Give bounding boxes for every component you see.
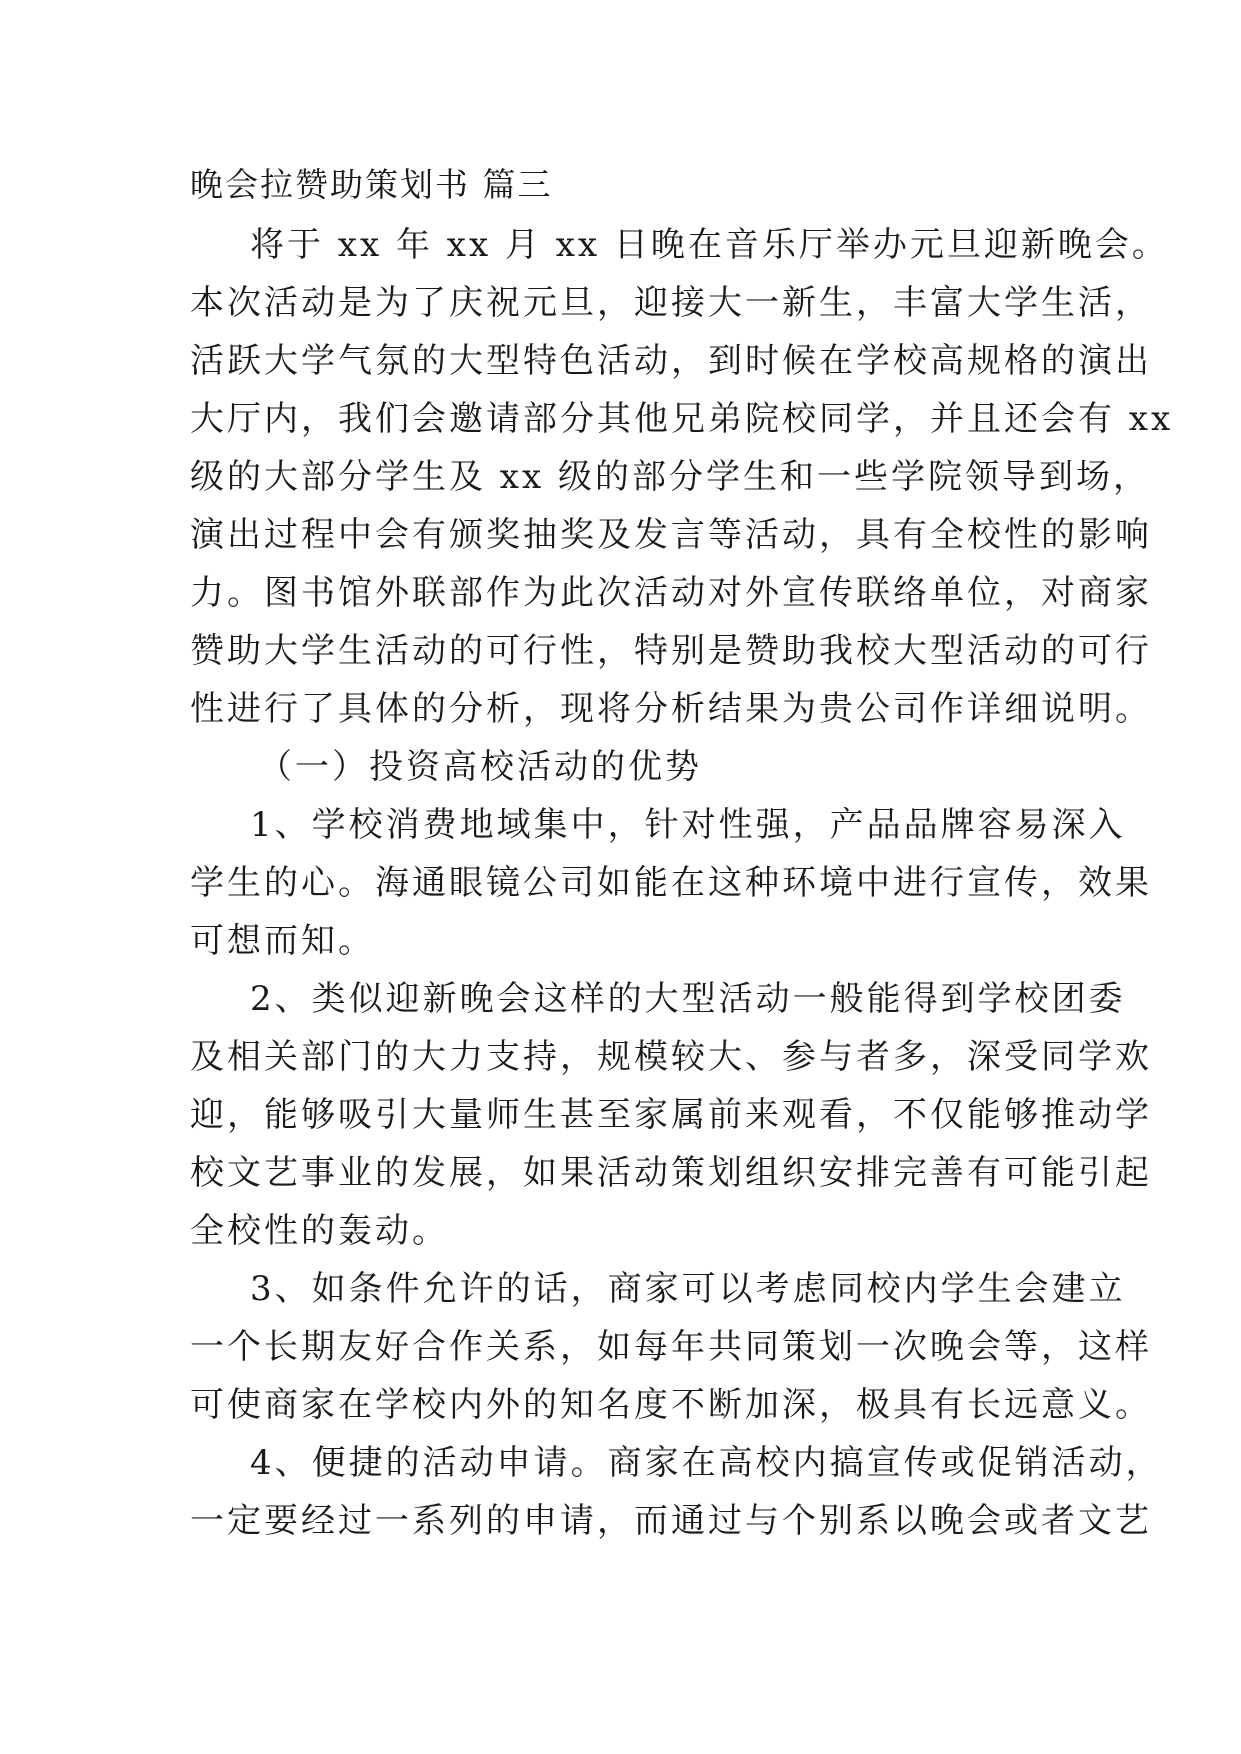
paragraph-line: 活跃大学气氛的大型特色活动，到时候在学校高规格的演出 [190,341,1152,381]
paragraph-line: 校文艺事业的发展，如果活动策划组织安排完善有可能引起 [190,1153,1152,1193]
paragraph-line: 3、如条件允许的话，商家可以考虑同校内学生会建立 [250,1269,1126,1309]
paragraph-line: 一定要经过一系列的申请，而通过与个别系以晚会或者文艺 [190,1501,1152,1541]
section-heading: （一）投资高校活动的优势 [258,747,702,787]
paragraph-line: 全校性的轰动。 [190,1211,449,1251]
paragraph-line: 大厅内，我们会邀请部分其他兄弟院校同学，并且还会有 xx [190,399,1174,439]
paragraph-line: 将于 xx 年 xx 月 xx 日晚在音乐厅举办元旦迎新晚会。 [250,225,1169,265]
paragraph-line: 级的大部分学生及 xx 级的部分学生和一些学院领导到场， [190,457,1150,497]
paragraph-line: 2、类似迎新晚会这样的大型活动一般能得到学校团委 [250,979,1126,1019]
document-title: 晚会拉赞助策划书 篇三 [190,165,553,204]
paragraph-line: 可使商家在学校内外的知名度不断加深，极具有长远意义。 [190,1385,1152,1425]
paragraph-line: 可想而知。 [190,921,375,961]
paragraph-line: 性进行了具体的分析，现将分析结果为贵公司作详细说明。 [190,689,1152,729]
paragraph-line: 4、便捷的活动申请。商家在高校内搞宣传或促销活动， [250,1443,1163,1483]
paragraph-line: 赞助大学生活动的可行性，特别是赞助我校大型活动的可行 [190,631,1152,671]
paragraph-line: 演出过程中会有颁奖抽奖及发言等活动，具有全校性的影响 [190,515,1152,555]
paragraph-line: 学生的心。海通眼镜公司如能在这种环境中进行宣传，效果 [190,863,1152,903]
paragraph-line: 及相关部门的大力支持，规模较大、参与者多，深受同学欢 [190,1037,1152,1077]
paragraph-line: 本次活动是为了庆祝元旦，迎接大一新生，丰富大学生活， [190,283,1152,323]
paragraph-line: 力。图书馆外联部作为此次活动对外宣传联络单位，对商家 [190,573,1152,613]
paragraph-line: 迎，能够吸引大量师生甚至家属前来观看，不仅能够推动学 [190,1095,1152,1135]
paragraph-line: 1、学校消费地域集中，针对性强，产品品牌容易深入 [250,805,1126,845]
paragraph-line: 一个长期友好合作关系，如每年共同策划一次晚会等，这样 [190,1327,1152,1367]
